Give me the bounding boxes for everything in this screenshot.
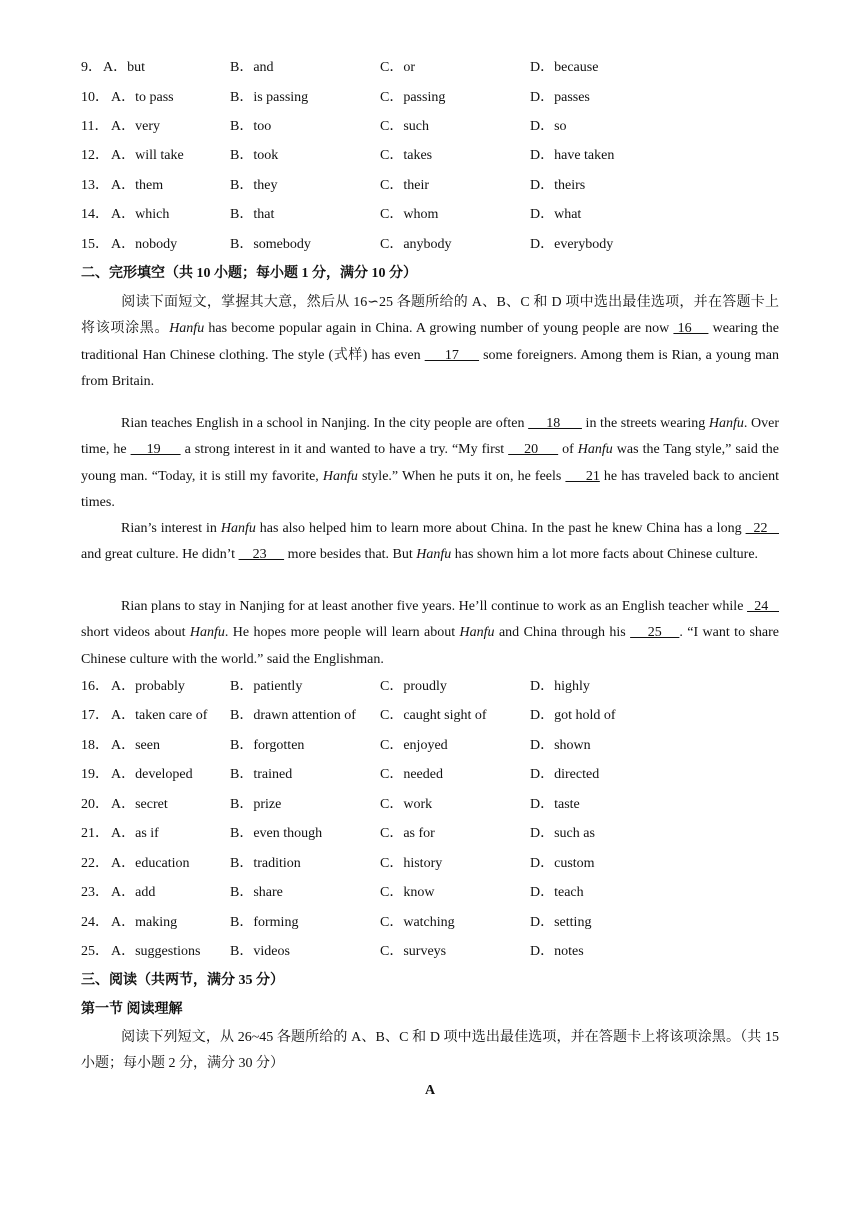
option-d: D．such as [530, 826, 595, 841]
question-17 [81, 706, 781, 726]
option-d: D．what [530, 207, 582, 222]
option-b: B．patiently [230, 679, 303, 694]
blank-19: 19 [130, 442, 181, 458]
blank-23: 23 [238, 547, 285, 563]
option-b: B．forming [230, 915, 299, 930]
passage-paragraph-4: Rian plans to stay in Nanjing for at least another five years. He’ll continue to work as an English teacher while 24 short videos about Hanfu. He hopes more people will learn about Hanfu and China through his 25 . “I want to share Chinese culture with the world.” said the Englishman. [81, 599, 780, 667]
option-c: C．whom [380, 207, 439, 222]
option-d: D．everybody [530, 237, 614, 252]
option-a: A．very [111, 119, 160, 134]
option-a: A．suggestions [111, 944, 201, 959]
option-b: B．too [230, 119, 272, 134]
hanfu-term: Hanfu [459, 625, 495, 641]
question-number: 14． [81, 207, 109, 222]
option-b: B．they [230, 178, 278, 193]
blank-16: 16 [673, 321, 709, 337]
option-a: A．making [111, 915, 178, 930]
question-9 [81, 58, 781, 78]
blank-22: 22 [745, 521, 779, 536]
question-number: 12． [81, 148, 109, 163]
option-c: C．caught sight of [380, 708, 487, 723]
option-c: C．as for [380, 826, 435, 841]
option-c: C．proudly [380, 679, 447, 694]
question-number: 15． [81, 237, 109, 252]
question-number: 24． [81, 915, 109, 930]
option-c: C．know [380, 885, 435, 900]
option-c: C．such [380, 119, 429, 134]
question-number: 18． [81, 738, 109, 753]
option-d: D．custom [530, 856, 595, 871]
hanfu-term: Hanfu [416, 547, 452, 563]
hanfu-term: Hanfu [169, 321, 205, 337]
question-10 [81, 88, 781, 108]
option-b: B．and [230, 60, 274, 75]
option-c: C．passing [380, 90, 446, 105]
option-a: A．taken care of [111, 708, 208, 723]
question-12 [81, 146, 781, 166]
option-a: A．them [111, 178, 164, 193]
hanfu-term: Hanfu [322, 468, 358, 484]
question-22 [81, 854, 781, 874]
part-1-heading: 第一节 阅读理解 [81, 1002, 183, 1017]
option-b: B．even though [230, 826, 323, 841]
option-d: D．theirs [530, 178, 586, 193]
question-20 [81, 795, 781, 815]
option-d: D．setting [530, 915, 592, 930]
option-d: D．shown [530, 738, 591, 753]
question-number: 17． [81, 708, 109, 723]
option-b: B．somebody [230, 237, 311, 252]
section-2-heading: 二、完形填空（共 10 小题；每小题 1 分，满分 10 分） [81, 266, 417, 281]
reading-instructions: 阅读下列短文，从 26~45 各题所给的 A、B、C 和 D 项中选出最佳选项，并在答题卡上将该项涂黑。（共 15 小题；每小题 2 分，满分 30 分） [81, 1030, 779, 1072]
question-14 [81, 205, 781, 225]
option-d: D．because [530, 60, 599, 75]
passage-label: A [424, 1083, 436, 1098]
option-c: C．work [380, 797, 433, 812]
option-a: A．add [111, 885, 156, 900]
option-b: B．prize [230, 797, 282, 812]
option-b: B．trained [230, 767, 293, 782]
question-number: 22． [81, 856, 109, 871]
option-c: C．watching [380, 915, 455, 930]
option-a: A．to pass [111, 90, 174, 105]
question-number: 21． [81, 826, 109, 841]
option-d: D．taste [530, 797, 580, 812]
question-21 [81, 824, 781, 844]
option-a: A．as if [111, 826, 159, 841]
question-13 [81, 176, 781, 196]
question-number: 13． [81, 178, 109, 193]
option-b: B．drawn attention of [230, 708, 356, 723]
option-c: C．needed [380, 767, 443, 782]
option-b: B．share [230, 885, 283, 900]
question-number: 23． [81, 885, 109, 900]
option-b: B．that [230, 207, 275, 222]
option-c: C．history [380, 856, 443, 871]
option-c: C．their [380, 178, 429, 193]
option-d: D．notes [530, 944, 584, 959]
blank-17: 17 [424, 347, 480, 363]
passage-paragraph-3: Rian’s interest in Hanfu has also helped him to learn more about China. In the past he knew China has a long 22 and great culture. He didn’t 23 more besides that. But Hanfu has shown him a lot more facts about Chinese culture. [81, 521, 779, 563]
option-a: A．secret [111, 797, 168, 812]
blank-20: 20 [508, 442, 559, 458]
question-16 [81, 677, 781, 697]
option-a: A．probably [111, 679, 185, 694]
question-number: 9． [81, 60, 102, 75]
cloze-instructions: 阅读下面短文，掌握其大意，然后从 16∽25 各题所给的 A、B、C 和 D 项中选出最佳选项，并在答题卡上将该项涂黑。 [81, 295, 779, 337]
hanfu-term: Hanfu [708, 416, 744, 431]
option-b: B．took [230, 148, 279, 163]
option-a: A．but [103, 60, 145, 75]
question-number: 10． [81, 90, 109, 105]
option-b: B．tradition [230, 856, 301, 871]
hanfu-term: Hanfu [220, 521, 256, 536]
section-3-heading: 三、阅读（共两节，满分 35 分） [81, 973, 284, 988]
option-b: B．videos [230, 944, 290, 959]
option-c: C．anybody [380, 237, 452, 252]
blank-21: 21 [565, 468, 600, 484]
question-number: 16． [81, 679, 109, 694]
option-c: C．enjoyed [380, 738, 448, 753]
question-19 [81, 765, 781, 785]
blank-25: 25 [630, 625, 680, 641]
option-d: D．teach [530, 885, 584, 900]
option-b: B．forgotten [230, 738, 305, 753]
hanfu-term: Hanfu [577, 442, 613, 458]
blank-18: 18 [528, 416, 582, 431]
option-d: D．so [530, 119, 567, 134]
passage-paragraph-2: Rian teaches English in a school in Nanjing. In the city people are often 18 in the streets wearing Hanfu. Over time, he 19 a strong interest in it and wanted to have a try. “My first 20 of Hanfu was the Tang style,” said the young man. “Today, it is still my favorite, Hanfu style.” When he puts it on, he feels 21 he has traveled back to ancient times. [81, 416, 780, 510]
option-a: A．which [111, 207, 170, 222]
passage-paragraph-1: 阅读下面短文，掌握其大意，然后从 16∽25 各题所给的 A、B、C 和 D 项中选出最佳选项，并在答题卡上将该项涂黑。Hanfu has become popular again in China. A growing number of young people are now 16 wearing the traditional Han Chinese clothing. The style (式样) has even 17 some foreigners. Among them is Rian, a young man from Britain. [81, 295, 780, 389]
question-18 [81, 736, 781, 756]
blank-24: 24 [747, 599, 779, 614]
question-24 [81, 913, 781, 933]
option-c: C．or [380, 60, 415, 75]
option-a: A．developed [111, 767, 193, 782]
question-number: 25． [81, 944, 109, 959]
question-23 [81, 883, 781, 903]
option-d: D．highly [530, 679, 590, 694]
question-number: 11． [81, 119, 109, 134]
option-a: A．seen [111, 738, 160, 753]
option-a: A．nobody [111, 237, 178, 252]
option-b: B．is passing [230, 90, 309, 105]
option-d: D．have taken [530, 148, 615, 163]
option-c: C．surveys [380, 944, 447, 959]
option-d: D．got hold of [530, 708, 616, 723]
question-11 [81, 117, 781, 137]
question-number: 19． [81, 767, 109, 782]
question-25 [81, 942, 781, 962]
option-d: D．passes [530, 90, 590, 105]
question-number: 20． [81, 797, 109, 812]
option-c: C．takes [380, 148, 433, 163]
question-15 [81, 235, 781, 255]
option-d: D．directed [530, 767, 600, 782]
option-a: A．education [111, 856, 190, 871]
hanfu-term: Hanfu [189, 625, 225, 641]
option-a: A．will take [111, 148, 184, 163]
